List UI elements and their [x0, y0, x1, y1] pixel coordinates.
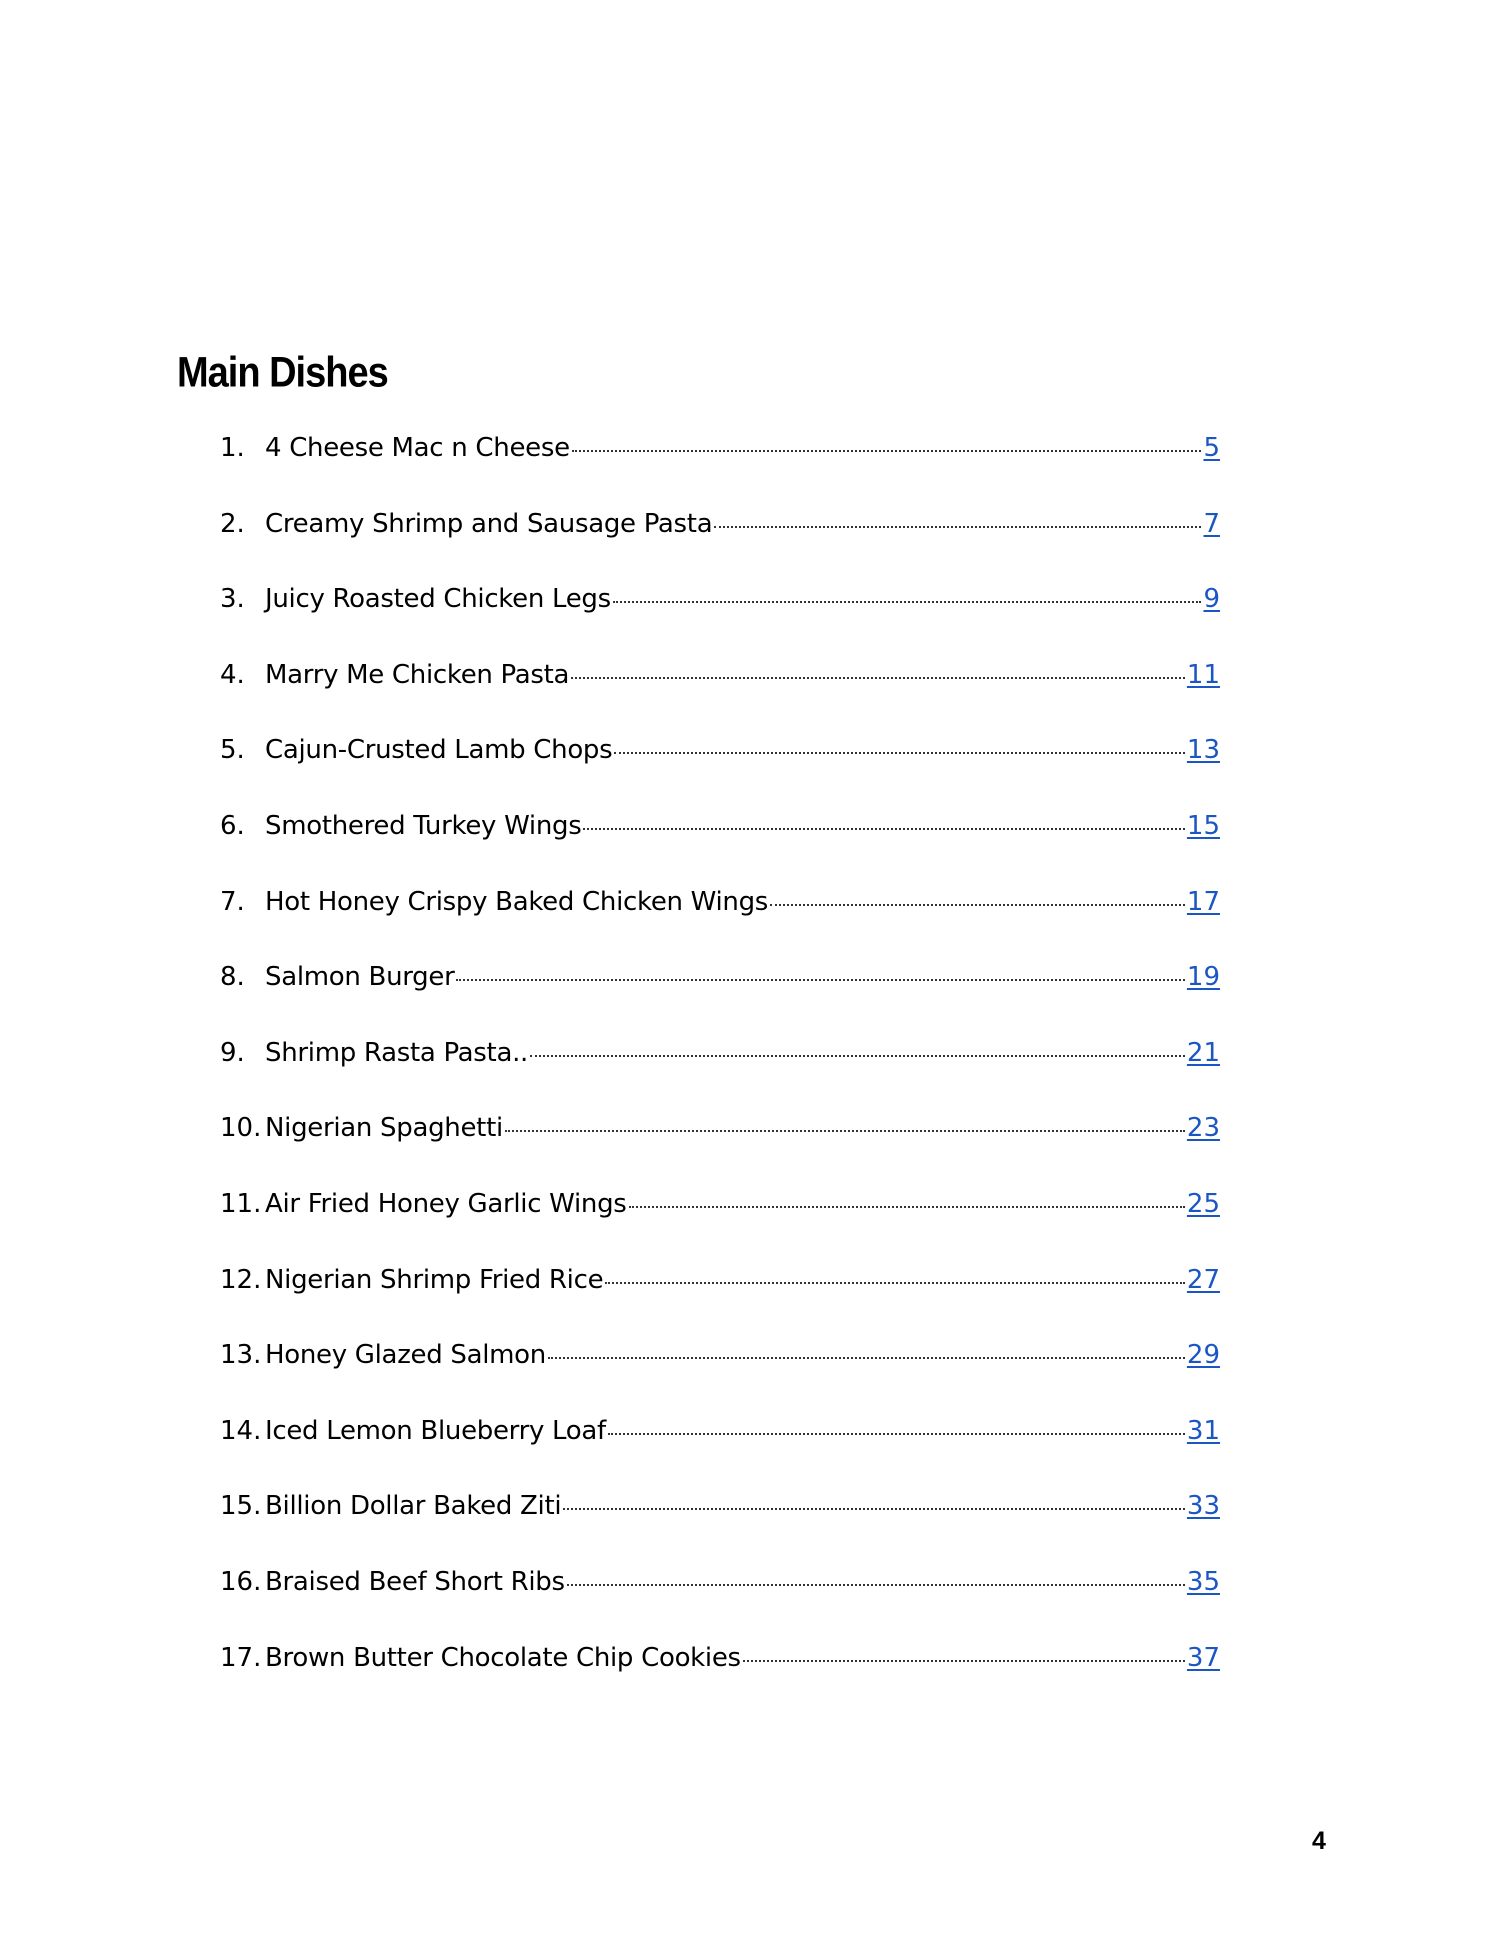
entry-number: 3. [220, 584, 245, 615]
page-number: 4 [1312, 1827, 1326, 1855]
page-link[interactable]: 27 [1186, 1264, 1220, 1295]
dot-leader [563, 1508, 1185, 1510]
entry-number: 11. [220, 1188, 262, 1219]
entry-number: 17. [220, 1642, 262, 1673]
dot-leader [608, 1433, 1185, 1435]
page-link[interactable]: 15 [1186, 810, 1220, 841]
page-link[interactable]: 35 [1186, 1566, 1220, 1597]
dot-leader [583, 828, 1184, 830]
toc-entry [220, 737, 1220, 813]
entry-number: 9. [220, 1037, 245, 1068]
entry-title: Marry Me Chicken Pasta [265, 659, 570, 690]
section-heading: Main Dishes [177, 349, 388, 397]
dot-leader [567, 1584, 1185, 1586]
dot-leader [614, 752, 1185, 754]
entry-title: Iced Lemon Blueberry Loaf [265, 1415, 606, 1446]
toc-entry [220, 435, 1220, 511]
dot-leader [456, 979, 1184, 981]
toc-entry [220, 810, 1220, 889]
entry-title: Salmon Burger [265, 962, 455, 993]
toc-entry [220, 508, 1220, 587]
entry-title: Cajun-Crusted Lamb Chops [265, 735, 613, 766]
dot-leader [605, 1282, 1185, 1284]
dot-leader [770, 904, 1185, 906]
page-link[interactable]: 37 [1186, 1642, 1220, 1673]
entry-title: Smothered Turkey Wings [265, 810, 582, 841]
entry-title: Hot Honey Crispy Baked Chicken Wings [265, 886, 769, 917]
page-link[interactable]: 13 [1186, 735, 1220, 766]
page-link[interactable]: 5 [1203, 433, 1220, 463]
entry-title: Nigerian Shrimp Fried Rice [265, 1264, 604, 1295]
page-link[interactable]: 23 [1186, 1113, 1220, 1144]
dot-leader [571, 677, 1185, 679]
page-link[interactable]: 7 [1203, 508, 1220, 539]
toc-entry [220, 1188, 1220, 1267]
dot-leader [629, 1206, 1185, 1208]
toc-entry [220, 1115, 1220, 1191]
entry-title: Braised Beef Short Ribs [265, 1566, 565, 1597]
page-link[interactable]: 21 [1186, 1037, 1220, 1068]
toc-entry [220, 1037, 1220, 1116]
entry-number: 10. [220, 1113, 262, 1144]
entry-number: 13. [220, 1340, 262, 1371]
toc-entry [220, 586, 1220, 662]
entry-title: Shrimp Rasta Pasta.. [265, 1037, 529, 1068]
entry-number: 5. [220, 735, 245, 766]
entry-title: Billion Dollar Baked Ziti [265, 1491, 562, 1522]
entry-title: Nigerian Spaghetti [265, 1113, 503, 1144]
entry-number: 2. [220, 508, 245, 539]
entry-number: 14. [220, 1415, 262, 1446]
toc-entry [220, 886, 1220, 965]
dot-leader [572, 450, 1202, 452]
page-link[interactable]: 11 [1186, 659, 1220, 690]
dot-leader [548, 1357, 1185, 1359]
table-of-contents [220, 435, 1220, 1720]
entry-number: 8. [220, 962, 245, 993]
page-link[interactable]: 19 [1186, 962, 1220, 993]
toc-entry [220, 1566, 1220, 1645]
entry-title: 4 Cheese Mac n Cheese [265, 433, 570, 463]
toc-entry [220, 1342, 1220, 1418]
entry-number: 4. [220, 659, 245, 690]
dot-leader [613, 601, 1202, 603]
entry-number: 7. [220, 886, 245, 917]
toc-entry [220, 964, 1220, 1040]
entry-number: 12. [220, 1264, 262, 1295]
page-link[interactable]: 25 [1186, 1188, 1220, 1219]
dot-leader [505, 1130, 1185, 1132]
entry-title: Brown Butter Chocolate Chip Cookies [265, 1642, 741, 1673]
page-link[interactable]: 29 [1186, 1340, 1220, 1371]
entry-title: Honey Glazed Salmon [265, 1340, 546, 1371]
toc-entry [220, 659, 1220, 738]
dot-leader [743, 1660, 1185, 1662]
entry-number: 15. [220, 1491, 262, 1522]
page-link[interactable]: 31 [1186, 1415, 1220, 1446]
page-link[interactable]: 9 [1203, 584, 1220, 615]
entry-number: 16. [220, 1566, 262, 1597]
entry-title: Creamy Shrimp and Sausage Pasta [265, 508, 713, 539]
toc-entry [220, 1642, 1220, 1721]
entry-title: Air Fried Honey Garlic Wings [265, 1188, 627, 1219]
entry-number: 1. [220, 433, 245, 463]
dot-leader [530, 1055, 1185, 1057]
toc-entry [220, 1493, 1220, 1569]
page-link[interactable]: 33 [1186, 1491, 1220, 1522]
entry-title: Juicy Roasted Chicken Legs [265, 584, 611, 615]
toc-entry [220, 1264, 1220, 1343]
dot-leader [714, 526, 1201, 528]
toc-entry [220, 1415, 1220, 1494]
entry-number: 6. [220, 810, 245, 841]
page-link[interactable]: 17 [1186, 886, 1220, 917]
